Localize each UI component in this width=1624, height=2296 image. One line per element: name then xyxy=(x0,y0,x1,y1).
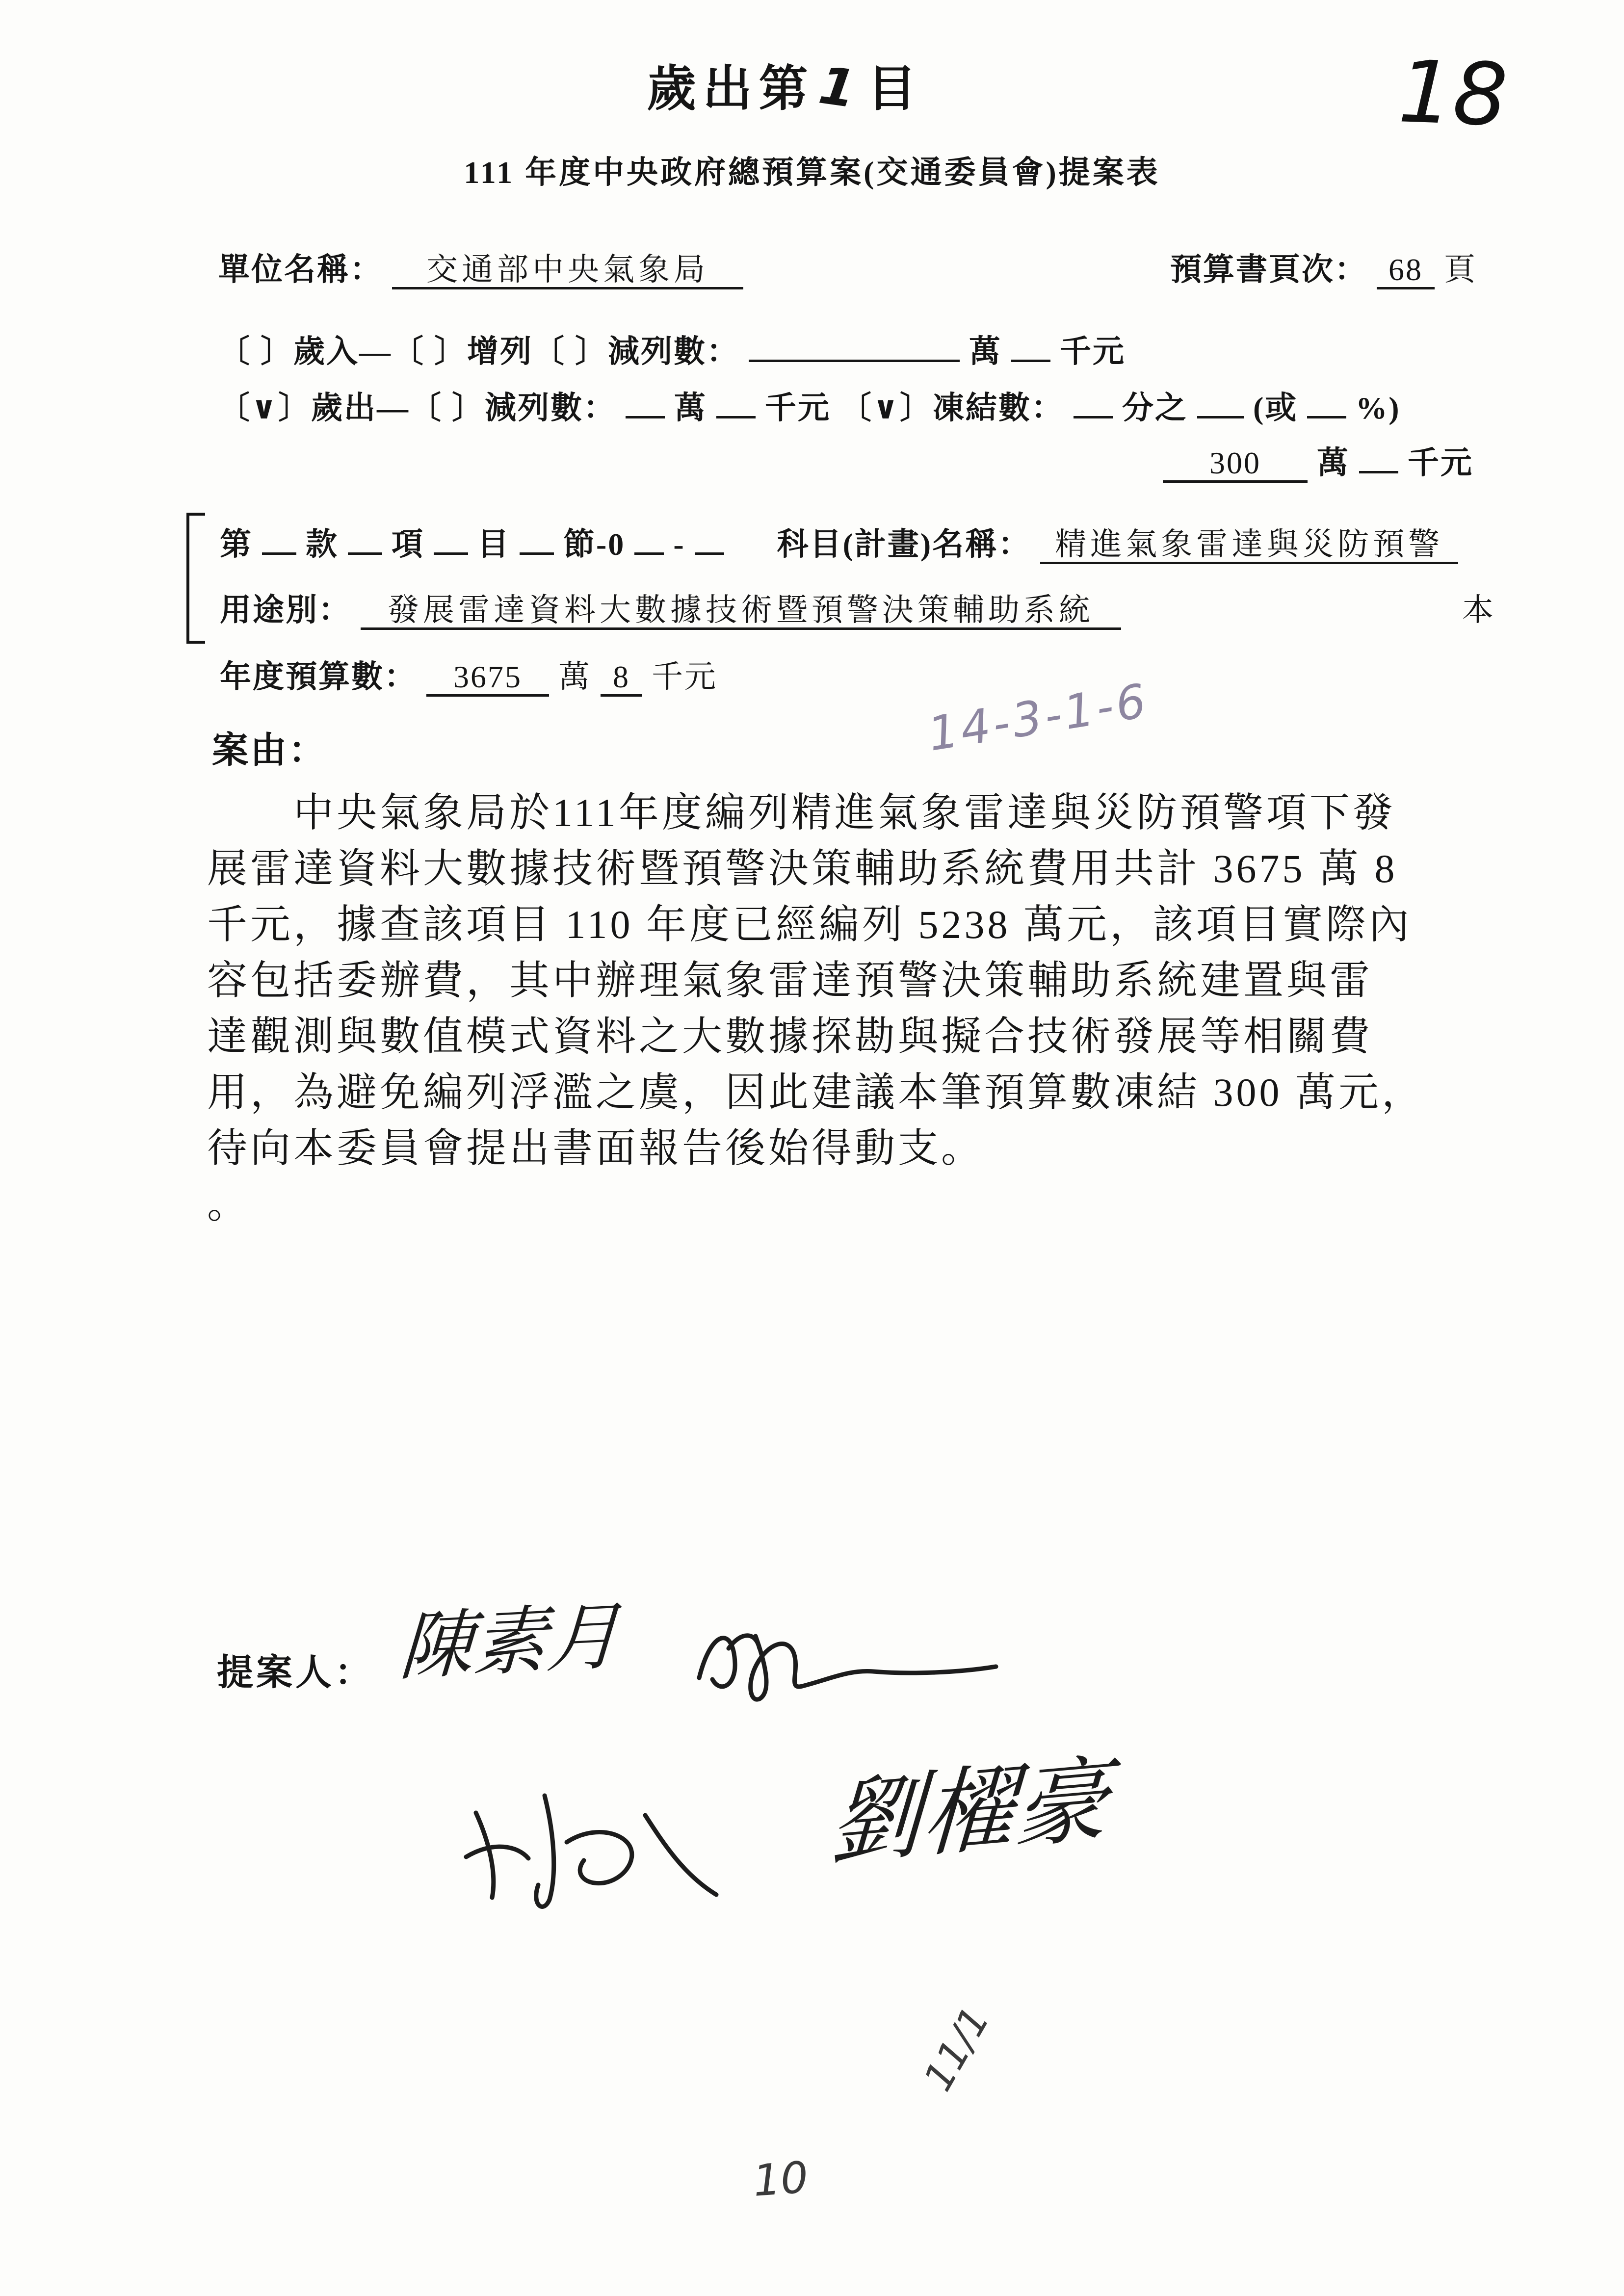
section-header xyxy=(0,49,1570,120)
pencil-annotation-handwritten: 14-3-1-6 xyxy=(924,674,1153,762)
revenue-line-label: 〔 〕歲入—〔 〕增列〔 〕減列數： xyxy=(218,334,739,369)
frozen-amount-line xyxy=(1163,438,1473,483)
revenue-qian-blank xyxy=(1011,331,1050,362)
expenditure-unit-wan: 萬 xyxy=(674,391,707,425)
case-body-line: 達觀測與數值模式資料之大數據探勘與擬合技術發展等相關費 xyxy=(207,1014,1373,1059)
case-body-line: 中央氣象局於111年度編列精進氣象雷達與災防預警項下發 xyxy=(293,790,1396,835)
case-body-line: 待向本委員會提出書面報告後始得動支。 xyxy=(207,1126,985,1171)
case-reason-label: 案由： xyxy=(212,731,327,771)
clause-kuan: 款 xyxy=(306,527,339,562)
budget-amount-qian-value: 8 xyxy=(601,659,642,697)
freeze-numerator-blank xyxy=(1074,388,1113,418)
freeze-or-label: (或 xyxy=(1253,391,1298,425)
unit-name-label: 單位名稱： xyxy=(218,252,383,287)
section-header-suffix: 目 xyxy=(867,62,923,116)
handwritten-mark-date: 11/1 xyxy=(915,1999,999,2099)
clause-first: 第 xyxy=(220,527,253,562)
signature-illegible-2 xyxy=(449,1766,733,1918)
form-title: 111 年度中央政府總預算案(交通委員會)提案表 xyxy=(464,155,1160,190)
freeze-percent-blank xyxy=(1307,388,1346,418)
budget-page-ref-unit: 頁 xyxy=(1444,252,1477,287)
freeze-denominator-blank xyxy=(1197,388,1244,418)
clause-dash: - xyxy=(673,527,685,562)
clause-kuan-blank xyxy=(262,524,296,555)
clause-xiang-blank xyxy=(348,524,382,555)
budget-amount-label: 年度預算數： xyxy=(220,659,417,694)
case-body-line: 千元，據查該項目 110 年度已經編列 5238 萬元，該項目實際內 xyxy=(207,902,1412,947)
section-header-prefix: 歲出第 xyxy=(647,62,815,116)
freeze-label: 〔∨〕凍結數： xyxy=(839,391,1064,425)
revenue-unit-wan: 萬 xyxy=(969,334,1002,369)
expenditure-qian-blank xyxy=(716,388,756,418)
section-number-handwritten: 1 xyxy=(815,55,866,121)
handwritten-mark-number: 10 xyxy=(751,2152,810,2206)
budget-page-ref-label: 預算書頁次： xyxy=(1170,252,1367,287)
subject-value: 精進氣象雷達與災防預警 xyxy=(1040,527,1458,564)
clause-mu-blank xyxy=(434,524,468,555)
signature-illegible-1 xyxy=(682,1602,1006,1720)
case-body-line: 用，為避免編列浮濫之虞，因此建議本筆預算數凍結 300 萬元， xyxy=(207,1070,1425,1115)
budget-amount-line xyxy=(220,652,717,697)
usage-line xyxy=(220,585,1121,630)
clause-xiang: 項 xyxy=(392,527,424,562)
expenditure-line xyxy=(218,383,1401,428)
clause-sub-blank-2 xyxy=(695,524,724,555)
clause-jie: 節-0 xyxy=(563,527,626,562)
proposer-label: 提案人： xyxy=(217,1653,374,1693)
case-body-line: 容包括委辦費，其中辦理氣象雷達預警決策輔助系統建置與雷 xyxy=(207,958,1373,1003)
signature-chen-su-yue: 陳素月 xyxy=(397,1593,623,1691)
clause-jie-blank xyxy=(520,524,554,555)
revenue-amount-blank xyxy=(749,331,960,362)
expenditure-line-label: 〔∨〕歲出—〔 〕減列數： xyxy=(218,391,616,425)
subject-label: 科目(計畫)名稱： xyxy=(777,527,1031,562)
clause-line xyxy=(220,519,1458,564)
unit-name-line xyxy=(218,244,743,289)
expenditure-wan-blank xyxy=(626,388,665,418)
case-body-line: 展雷達資料大數據技術暨預警決策輔助系統費用共計 3675 萬 8 xyxy=(207,846,1398,891)
usage-value: 發展雷達資料大數據技術暨預警決策輔助系統 xyxy=(361,593,1121,630)
frozen-amount-value: 300 xyxy=(1163,445,1308,483)
usage-line-tail: 本 xyxy=(1462,593,1495,627)
budget-amount-wan-value: 3675 xyxy=(426,659,549,697)
signature-liu-chao-hao: 劉櫂豪 xyxy=(826,1745,1111,1879)
case-body xyxy=(207,785,1425,1232)
corner-page-number-handwritten: 18 xyxy=(1396,42,1510,146)
expenditure-unit-qian: 千元 xyxy=(764,391,831,425)
frozen-amount-unit-qian: 千元 xyxy=(1408,445,1473,480)
budget-amount-qian-unit: 千元 xyxy=(652,659,717,694)
case-body-line: 。 xyxy=(207,1182,251,1226)
frozen-amount-qian-blank xyxy=(1359,443,1398,473)
budget-page-ref-value: 68 xyxy=(1377,252,1435,289)
frozen-amount-unit-wan: 萬 xyxy=(1317,445,1350,480)
freeze-percent-label: %) xyxy=(1356,391,1401,425)
clause-sub-blank-1 xyxy=(634,524,664,555)
freeze-fraction-label: 分之 xyxy=(1122,391,1188,425)
budget-page-ref xyxy=(1170,244,1477,289)
clause-mu: 目 xyxy=(477,527,510,562)
budget-amount-wan-unit: 萬 xyxy=(558,659,591,694)
unit-name-value: 交通部中央氣象局 xyxy=(392,252,743,289)
revenue-unit-qian: 千元 xyxy=(1060,334,1126,369)
revenue-line xyxy=(218,326,1126,371)
usage-label: 用途別： xyxy=(220,593,351,627)
clause-bracket xyxy=(186,513,205,644)
